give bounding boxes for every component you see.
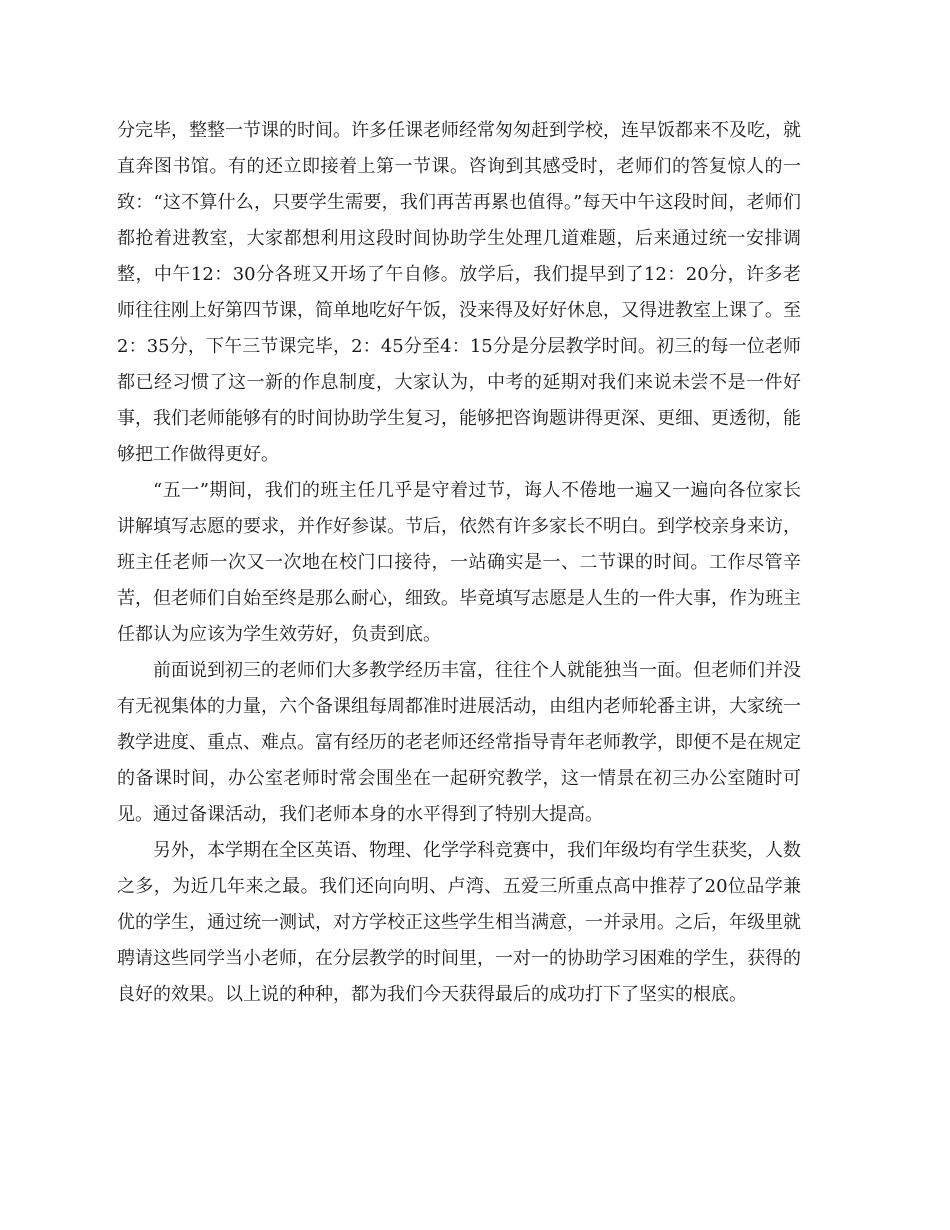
paragraph-4: 另外，本学期在全区英语、物理、化学学科竞赛中，我们年级均有学生获奖，人数之多，为近几年来之最。我们还向向明、卢湾、五爱三所重点高中推荐了20位品学兼优的学生，通过统一测试，对方学校正这些学生相当满意，一并录用。之后，年级里就聘请这些同学当小老师，在分层教学的时间里，一对一的协助学习困难的学生，获得的良好的效果。以上说的种种，都为我们今天获得最后的成功打下了坚实的根底。 [117, 840, 801, 1005]
paragraph-3: 前面说到初三的老师们大多教学经历丰富，往往个人就能独当一面。但老师们并没有无视集体的力量，六个备课组每周都准时进展活动，由组内老师轮番主讲，大家统一教学进度、重点、难点。富有经历的老老师还经常指导青年老师教学，即便不是在规定的备课时间，办公室老师时常会围坐在一起研究教学，这一情景在初三办公室随时可见。通过备课活动，我们老师本身的水平得到了特别大提高。 [117, 660, 801, 825]
document-body [117, 113, 801, 1013]
paragraph-2: “五一”期间，我们的班主任几乎是守着过节，诲人不倦地一遍又一遍向各位家长讲解填写志愿的要求，并作好参谋。节后，依然有许多家长不明白。到学校亲身来访，班主任老师一次又一次地在校门口接待，一站确实是一、二节课的时间。工作尽管辛苦，但老师们自始至终是那么耐心，细致。毕竟填写志愿是人生的一件大事，作为班主任都认为应该为学生效劳好，负责到底。 [117, 480, 801, 645]
paragraph-1: 分完毕，整整一节课的时间。许多任课老师经常匆匆赶到学校，连早饭都来不及吃，就直奔图书馆。有的还立即接着上第一节课。咨询到其感受时，老师们的答复惊人的一致：“这不算什么，只要学生需要，我们再苦再累也值得。”每天中午这段时间，老师们都抢着进教室，大家都想利用这段时间协助学生处理几道难题，后来通过统一安排调整，中午12：30分各班又开场了午自修。放学后，我们提早到了12：20分，许多老师往往刚上好第四节课，简单地吃好午饭，没来得及好好休息，又得进教室上课了。至2：35分，下午三节课完毕，2：45分至4：15分是分层教学时间。初三的每一位老师都已经习惯了这一新的作息制度，大家认为，中考的延期对我们来说未尝不是一件好事，我们老师能够有的时间协助学生复习，能够把咨询题讲得更深、更细、更透彻，能够把工作做得更好。 [117, 120, 801, 465]
